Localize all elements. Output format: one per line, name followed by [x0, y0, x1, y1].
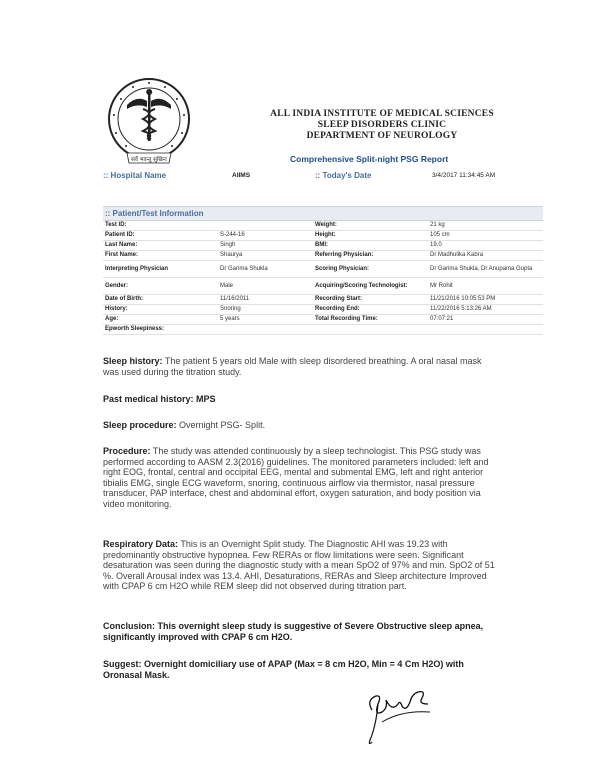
info-label: Age: — [103, 315, 218, 325]
hospital-value: AIIMS — [232, 172, 251, 179]
info-label: Interpreting Physician — [103, 261, 218, 278]
suggest-para: Suggest: Overnight domiciliary use of APAP (Max = 8 cm H2O, Min = 4 Cm H2O) with Oronasal Mask. — [103, 659, 464, 680]
info-label: BMI: — [313, 241, 428, 251]
info-value: Shaurya — [218, 251, 313, 261]
today-value: 3/4/2017 11:34:45 AM — [432, 172, 496, 179]
info-label: Last Name: — [103, 241, 218, 251]
department-name: DEPARTMENT OF NEUROLOGY — [306, 131, 458, 141]
info-label: Referring Physician: — [313, 251, 428, 261]
info-row — [103, 241, 543, 251]
institute-name: ALL INDIA INSTITUTE OF MEDICAL SCIENCES — [270, 109, 494, 119]
procedure-text: The study was attended continuously by a sleep technologist. This PSG study was performed according to AASM 2.3(2016) guidelines. The monitored parameters included: left and right EOG, frontal, central and occipital EEG, mental and submental EMG, left and right anterior tibialis EMG, single ECG waveform, snoring, continuous airflow via thermistor, nasal pressure transducer, PAP interface, chest and abdominal effort, oxygen saturation, and body position via video monitoring. — [103, 446, 489, 509]
info-label: Acquiring/Scoring Technologist: — [313, 278, 428, 295]
info-value — [218, 325, 313, 335]
info-label: Recording Start: — [313, 295, 428, 305]
info-value: Snoring — [218, 305, 313, 315]
info-row — [103, 325, 543, 335]
info-value: Mr Rohit — [428, 278, 543, 295]
info-label: Gender: — [103, 278, 218, 295]
info-row — [103, 278, 543, 295]
info-label: Total Recording Time: — [313, 315, 428, 325]
logo-motto: सर्वे भवन्तु सुखिनः — [131, 157, 167, 163]
conclusion-para: Conclusion: This overnight sleep study is suggestive of Severe Obstructive sleep apnea, significantly improved with CPAP 6 cm H2O. — [103, 621, 484, 642]
sleep-history-para — [103, 356, 498, 377]
info-value: 07:07:21 — [428, 315, 543, 325]
info-row — [103, 261, 543, 278]
info-label: Scoring Physician: — [313, 261, 428, 278]
info-label: History: — [103, 305, 218, 315]
patient-info-title: :: Patient/Test Information — [103, 206, 543, 221]
info-value: 105 cm — [428, 231, 543, 241]
institute-heading — [232, 109, 532, 142]
info-label: First Name: — [103, 251, 218, 261]
sleep-procedure-para — [103, 420, 498, 431]
info-label: Test ID: — [103, 221, 218, 231]
info-value: S-244-16 — [218, 231, 313, 241]
respiratory-lead: Respiratory Data: — [103, 539, 179, 549]
info-value: Dr Madhulika Kabra — [428, 251, 543, 261]
info-value — [428, 325, 543, 335]
info-value: 11/16/2011 — [218, 295, 313, 305]
info-row — [103, 305, 543, 315]
respiratory-text: This is an Overnight Split study. The Diagnostic AHI was 19.23 with predominantly obstructive hypopnea. Few RERAs or flow limitations were seen. Significant desaturation was seen during the diagnostic study with a mean SpO2 of 97% and min. SpO2 of 51 %. Overall Arousal index was 13.4. AHI, Desaturations, RERAs and Sleep architecture Improved with CPAP 6 cm H2O while REM sleep did not observed during titration part. — [103, 539, 495, 591]
info-value: Singh — [218, 241, 313, 251]
info-row — [103, 251, 543, 261]
info-label: Date of Birth: — [103, 295, 218, 305]
info-value: 21 kg — [428, 221, 543, 231]
info-label: Height: — [313, 231, 428, 241]
sleep-procedure-text: Overnight PSG- Split. — [176, 420, 266, 430]
past-medical-history: Past medical history: MPS — [103, 394, 216, 404]
signature — [352, 682, 442, 752]
info-row — [103, 315, 543, 325]
info-row — [103, 221, 543, 231]
info-label — [313, 325, 428, 335]
info-label: Patient ID: — [103, 231, 218, 241]
info-value: Dr Garima Shukla — [218, 261, 313, 278]
hospital-label: :: Hospital Name — [103, 171, 167, 180]
info-value: Male — [218, 278, 313, 295]
info-value: Dr Garima Shukla, Dr Anupama Gupta — [428, 261, 543, 278]
info-label: Epworth Sleepiness: — [103, 325, 218, 335]
info-label: Weight: — [313, 221, 428, 231]
procedure-para — [103, 446, 498, 509]
sleep-history-text: The patient 5 years old Male with sleep disordered breathing. A oral nasal mask was used during the titration study. — [103, 356, 482, 377]
sleep-history-lead: Sleep history: — [103, 356, 163, 366]
info-value: 11/22/2016 5:13:26 AM — [428, 305, 543, 315]
clinic-name: SLEEP DISORDERS CLINIC — [317, 120, 447, 130]
patient-info-table — [103, 221, 543, 335]
info-value — [218, 221, 313, 231]
respiratory-para — [103, 539, 498, 592]
info-value: 5 years — [218, 315, 313, 325]
info-row — [103, 295, 543, 305]
info-value: 19.0 — [428, 241, 543, 251]
info-label: Recording End: — [313, 305, 428, 315]
procedure-lead: Procedure: — [103, 446, 151, 456]
today-label: :: Today's Date — [315, 171, 372, 180]
sleep-procedure-lead: Sleep procedure: — [103, 420, 177, 430]
info-row — [103, 231, 543, 241]
aiims-logo — [103, 75, 195, 167]
patient-info-section — [103, 206, 543, 335]
info-value: 11/21/2016 10:05:53 PM — [428, 295, 543, 305]
report-title: Comprehensive Split-night PSG Report — [290, 154, 449, 164]
